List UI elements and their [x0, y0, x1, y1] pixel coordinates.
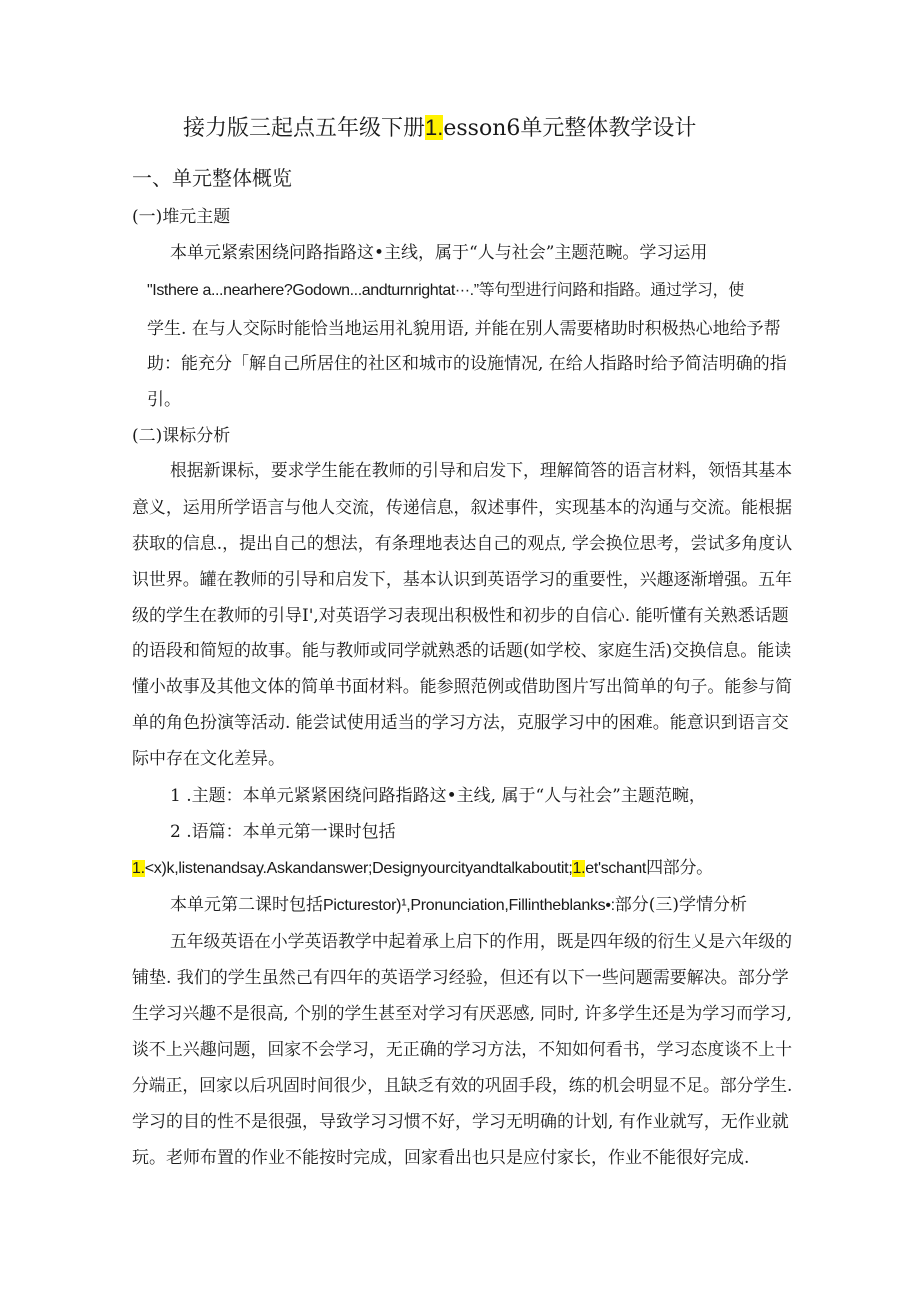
paragraph-line: 单的角色扮演等活动. 能尝试使用适当的学习方法，克服学习中的困难。能意识到语言交	[132, 713, 789, 733]
paragraph-line: 识世界。罐在教师的引导和启发下，基本认识到英语学习的重要性，兴趣逐渐增强。五年	[132, 570, 793, 590]
paragraph-line: 玩。老师布置的作业不能按时完成，回家看出也只是应付家长，作业不能很好完成.	[132, 1148, 750, 1168]
paragraph-line: 分端正，回家以后巩固时间很少，且缺乏有效的巩固手段，练的机会明显不足。部分学生.	[132, 1076, 793, 1096]
paragraph-line: 助：能充分「解自己所居住的社区和城市的设施情况, 在给人指路时给予简洁明确的指	[147, 354, 787, 374]
lesson-one-parts	[132, 857, 713, 880]
paragraph-line: 意义，运用所学语言与他人交流，传递信息，叙述事件，实现基本的沟通与交流。能根据	[132, 498, 793, 518]
highlight-mark: 1.	[572, 860, 586, 877]
paragraph-line: 获取的信息.，提出自己的想法，有条理地表达自己的观点, 学会换位思考，尝试多角度认	[132, 534, 793, 554]
paragraph-line: 本单元紧索困绕问路指路这•主线，属于“人与社会”主题范畹。学习运用	[170, 243, 708, 263]
title-suffix: esson6单元整体教学设计	[443, 116, 697, 141]
lesson-two-parts	[170, 894, 747, 917]
list-item-theme: 1 .主题：本单元紧紧困绕问路指路这•主线, 属于“人与社会”主题范畹，	[170, 786, 706, 806]
paragraph-line: 根据新课标，要求学生能在教师的引导和启发下，理解简答的语言材料，领悟其基本	[170, 461, 793, 481]
subsection-heading-1: (一)堆元主题	[132, 207, 231, 227]
paragraph-line: 五年级英语在小学英语教学中起着承上启下的作用，既是四年级的衍生乂是六年级的	[170, 932, 793, 952]
paragraph-line: 学生. 在与人交际时能恰当地运用礼貌用语, 并能在别人需要楮助时积极热心地给予帮	[147, 319, 781, 339]
document-title	[183, 113, 696, 144]
lesson-two-part3: 部分(三)学情分析	[614, 895, 748, 915]
paragraph-line: 学习的目的性不是很强，导致学习习惯不好，学习无明确的计划, 有作业就写，无作业就	[132, 1112, 789, 1132]
lesson-one-part1: <x)k,listenandsay.Askandanswer;Designyourcityandtalkaboutit;	[144, 860, 573, 877]
lesson-one-part3: 四部分。	[646, 858, 713, 878]
paragraph-line: 引。	[147, 390, 181, 410]
lesson-two-part1: 本单元第二课时包括	[170, 895, 323, 915]
highlight-mark: 1.	[132, 860, 145, 877]
title-prefix: 接力版三起点五年级下册	[183, 116, 426, 141]
paragraph-line: 级的学生在教师的引导I',对英语学习表现出积极性和初步的自信心. 能听懂有关熟悉话题	[132, 606, 789, 626]
paragraph-line: 生学习兴趣不是很高, 个别的学生甚至对学习有厌恶感, 同时, 许多学生还是为学习而学习,	[132, 1004, 792, 1024]
title-highlight: 1.	[425, 115, 444, 140]
subsection-heading-2: (二)课标分析	[132, 426, 231, 446]
paragraph-line: 铺垫. 我们的学生虽然己有四年的英语学习经验，但还有以下一些问题需要解决。部分学	[132, 968, 789, 988]
paragraph-line: 谈不上兴趣问题，回家不会学习，无正确的学习方法，不知如何看书，学习态度谈不上十	[132, 1040, 793, 1060]
lesson-two-part2: Picturestor)¹,Pronunciation,Fillintheblanks•:	[323, 897, 615, 914]
lesson-one-part2: et'schant	[585, 860, 647, 877]
paragraph-line: "Isthere a...nearhere?Godown...andturnrightat···.”等句型进行问路和指路。通过学习，使	[147, 282, 744, 299]
paragraph-line: 懂小故事及其他文体的简单书面材料。能参照范例或借助图片写出简单的句子。能参与简	[132, 677, 793, 697]
list-item-discourse: 2 .语篇：本单元第一课时包括	[170, 822, 396, 842]
paragraph-line: 的语段和简短的故事。能与教师或同学就熟悉的话题(如学校、家庭生活)交换信息。能读	[132, 641, 792, 661]
section-heading: 一、单元整体概览	[132, 166, 292, 190]
paragraph-line: 际中存在文化差异。	[132, 749, 285, 769]
